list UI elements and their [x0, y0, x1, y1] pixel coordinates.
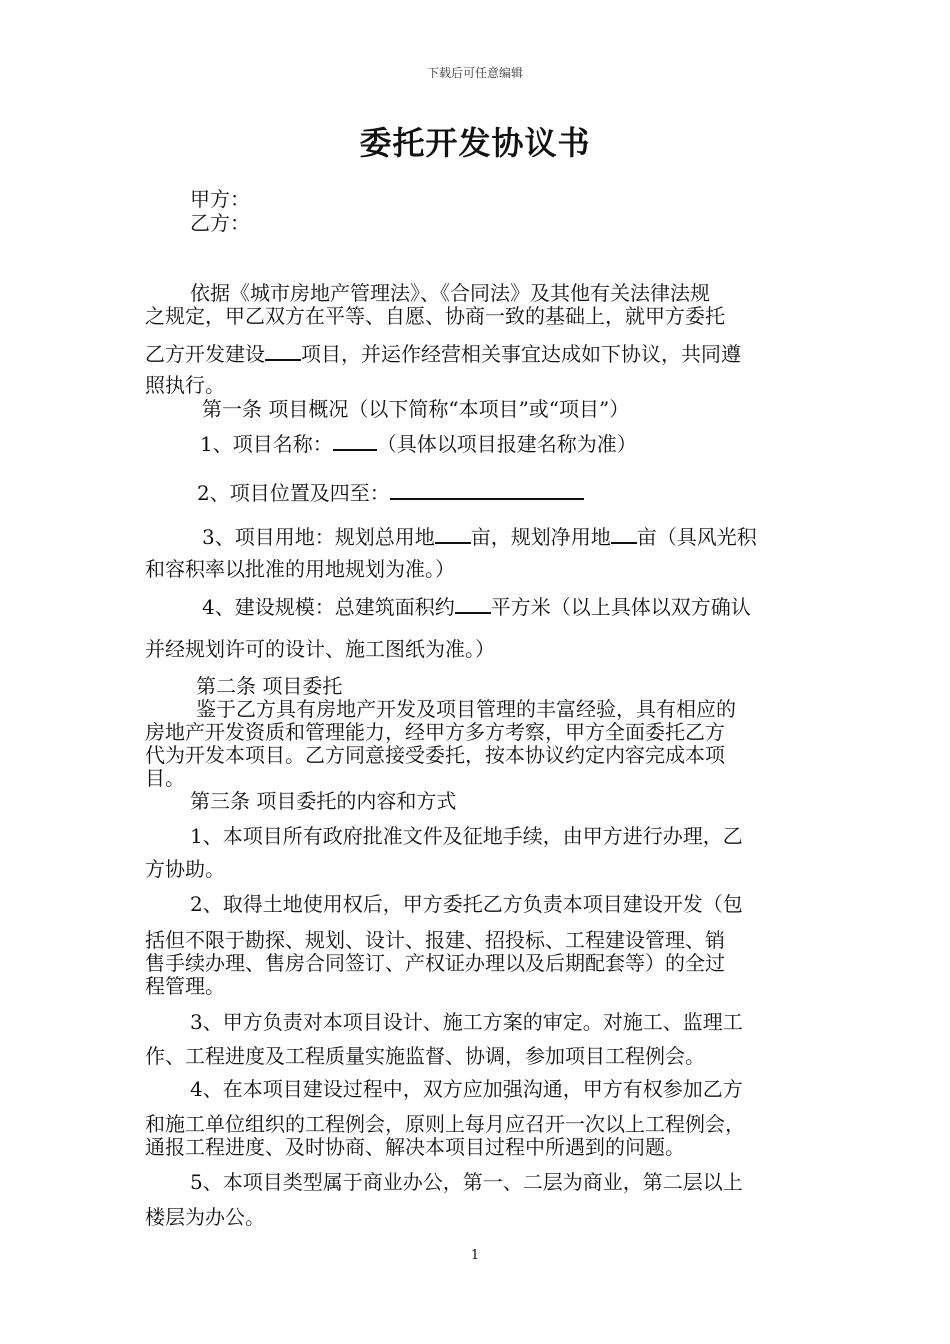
item-3-text-a: 3、项目用地：规划总用地: [202, 525, 435, 549]
article-1-item-3: [202, 522, 757, 550]
page-header: 下载后可任意编辑: [426, 66, 523, 80]
item-3-blank-net: [611, 522, 637, 544]
article-3-heading: 第三条 项目委托的内容和方式: [190, 789, 457, 813]
item-2-blank: [390, 478, 584, 500]
article-3-p2-line-2: 括但不限于勘探、规划、设计、报建、招投标、工程建设管理、销: [145, 928, 725, 952]
article-3-p3-line-1: 3、甲方负责对本项目设计、施工方案的审定。对施工、监理工: [190, 1010, 743, 1034]
party-b-label: 乙方：: [190, 211, 250, 235]
project-name-blank: [265, 339, 301, 361]
page-number: 1: [470, 1248, 480, 1263]
article-3-p2-line-3: 售手续办理、售房合同签订、产权证办理以及后期配套等）的全过: [145, 951, 725, 975]
item-1-blank: [333, 429, 377, 451]
item-1-note: （具体以项目报建名称为准）: [376, 432, 637, 456]
article-2-line-1: 鉴于乙方具有房地产开发及项目管理的丰富经验，具有相应的: [196, 697, 736, 721]
article-1-item-4-cont: 并经规划许可的设计、施工图纸为准。）: [145, 637, 495, 661]
article-3-p4-line-2: 和施工单位组织的工程例会，原则上每月应召开一次以上工程例会，: [145, 1112, 745, 1136]
article-1-item-4: [202, 592, 751, 620]
intro-line-3-start: 乙方开发建设: [145, 342, 265, 366]
item-4-text-a: 4、建设规模：总建筑面积约: [202, 595, 455, 619]
intro-line-3: [145, 339, 741, 367]
item-4-blank: [455, 592, 491, 614]
article-1-item-2: [197, 478, 584, 506]
article-2-line-4: 目。: [145, 766, 185, 790]
item-3-blank-total: [435, 522, 471, 544]
article-3-p3-line-2: 作、工程进度及工程质量实施监督、协调，参加项目工程例会。: [145, 1044, 705, 1068]
item-1-label: 1、项目名称：: [200, 432, 333, 456]
intro-line-2: 之规定，甲乙双方在平等、自愿、协商一致的基础上，就甲方委托: [145, 304, 725, 328]
article-3-p1-line-1: 1、本项目所有政府批准文件及征地手续，由甲方进行办理，乙: [190, 824, 743, 848]
article-2-line-2: 房地产开发资质和管理能力，经甲方多方考察，甲方全面委托乙方: [145, 720, 725, 744]
article-1-item-1: [200, 429, 637, 457]
article-3-p4-line-3: 通报工程进度、及时协商、解决本项目过程中所遇到的问题。: [145, 1135, 685, 1159]
article-2-line-3: 代为开发本项目。乙方同意接受委托，按本协议约定内容完成本项: [145, 743, 725, 767]
item-3-text-c: 亩（具风光积: [636, 525, 757, 549]
article-3-p1-line-2: 方协助。: [145, 857, 225, 881]
item-3-text-b: 亩，规划净用地: [470, 525, 611, 549]
article-3-p5-line-1: 5、本项目类型属于商业办公，第一、二层为商业，第二层以上: [190, 1170, 743, 1194]
article-1-heading: 第一条 项目概况（以下简称“本项目”或“项目”）: [202, 397, 630, 421]
article-3-p2-line-1: 2、取得土地使用权后，甲方委托乙方负责本项目建设开发（包: [190, 892, 743, 916]
document-title: 委托开发协议书: [359, 124, 591, 162]
item-4-text-b: 平方米（以上具体以双方确认: [490, 595, 751, 619]
article-3-p4-line-1: 4、在本项目建设过程中，双方应加强沟通，甲方有权参加乙方: [190, 1077, 743, 1101]
intro-line-1: 依据《城市房地产管理法》、《合同法》及其他有关法律法规: [190, 281, 710, 305]
item-2-label: 2、项目位置及四至：: [197, 481, 390, 505]
article-3-p5-line-2: 楼层为办公。: [145, 1205, 265, 1229]
party-a-label: 甲方：: [190, 187, 250, 211]
article-1-item-3-cont: 和容积率以批准的用地规划为准。）: [145, 557, 455, 581]
article-2-heading: 第二条 项目委托: [196, 674, 343, 698]
intro-line-4: 照执行。: [145, 373, 225, 397]
intro-line-3-end: 项目，并运作经营相关事宜达成如下协议，共同遵: [301, 342, 741, 366]
article-3-p2-line-4: 程管理。: [145, 974, 225, 998]
